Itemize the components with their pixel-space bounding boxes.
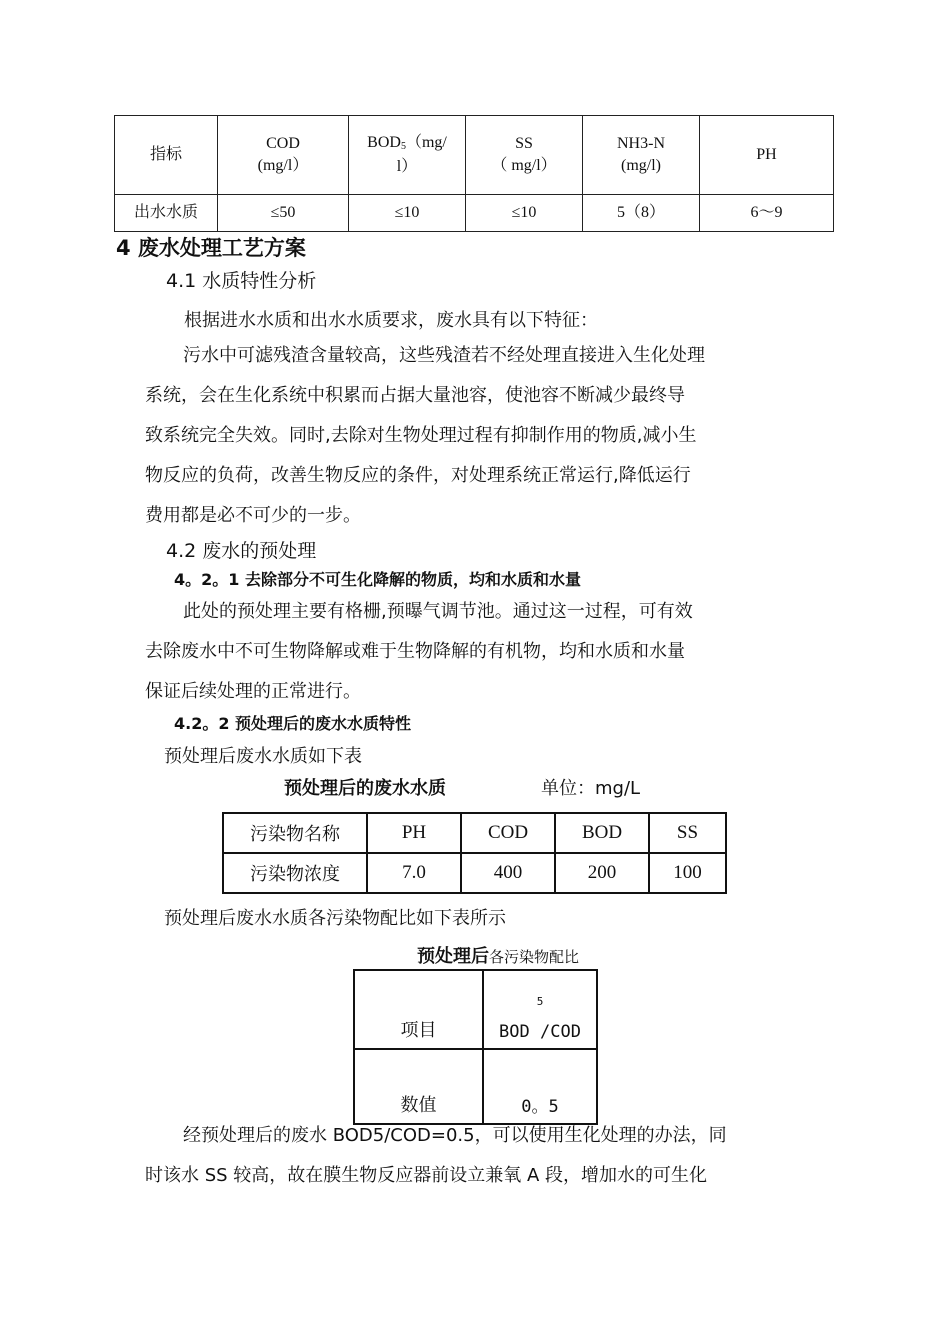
cell-ss: ≤10 [466, 195, 583, 232]
nh3n-label: NH3-N [617, 135, 665, 152]
text-line: 污水中可滤残渣含量较高，这些残渣若不经处理直接进入生化处理 [183, 345, 705, 366]
pretreated-quality-table [222, 812, 727, 894]
pollutant-ratio-table [353, 969, 598, 1125]
t3-subscript-5: 5 [536, 995, 544, 1008]
table2-unit: 单位：mg/L [541, 778, 641, 799]
bod-unit-a: （mg/ [405, 134, 447, 151]
t3-item-label: 项目 [354, 970, 483, 1049]
t2-cell-ss: 100 [649, 853, 726, 893]
t2-header-bod: BOD [555, 813, 649, 853]
header-indicator: 指标 [115, 116, 218, 195]
header-ph: PH [700, 116, 834, 195]
header-nh3n [583, 116, 700, 195]
bod-subscript: 5 [400, 141, 406, 152]
text-line: 致系统完全失效。同时,去除对生物处理过程有抑制作用的物质,减小生 [145, 425, 697, 446]
text-line: 物反应的负荷，改善生物反应的条件，对处理系统正常运行,降低运行 [145, 465, 691, 486]
table3-caption-rest: 各污染物配比 [489, 948, 580, 966]
ss-unit: （ mg/l） [491, 157, 557, 174]
text-line: 系统，会在生化系统中积累而占据大量池容，使池容不断减少最终导 [145, 385, 685, 406]
effluent-quality-table [114, 115, 834, 232]
cod-unit: (mg/l） [257, 157, 309, 174]
section-4-2-title: 4.2 废水的预处理 [166, 540, 317, 562]
cod-label: COD [266, 135, 300, 152]
nh3n-unit: (mg/l) [621, 157, 661, 174]
bod-unit-b: l） [396, 158, 418, 175]
t2-header-ss: SS [649, 813, 726, 853]
table3-caption-bold: 预处理后 [417, 946, 489, 967]
table3-caption [417, 942, 579, 968]
t2-cell-cod: 400 [461, 853, 555, 893]
ratio-intro: 预处理后废水水质各污染物配比如下表所示 [164, 908, 506, 929]
row-label: 出水水质 [115, 195, 218, 232]
cell-bod: ≤10 [349, 195, 466, 232]
t2-header-ph: PH [367, 813, 461, 853]
t3-ratio-label: BOD /COD [499, 1022, 581, 1042]
cell-nh3n: 5（8） [583, 195, 700, 232]
s422-intro: 预处理后废水水质如下表 [164, 746, 362, 767]
header-cod [218, 116, 349, 195]
cell-ph: 6～9 [700, 195, 834, 232]
section-4-2-1-title: 4。2。1 去除部分不可生化降解的物质，均和水质和水量 [174, 570, 581, 589]
final-paragraph [145, 1116, 845, 1196]
t2-cell-bod: 200 [555, 853, 649, 893]
t3-ratio-header [483, 970, 597, 1049]
text-line: 保证后续处理的正常进行。 [145, 681, 361, 702]
section-4-2-2-title: 4.2。2 预处理后的废水水质特性 [174, 714, 412, 733]
table2-caption: 预处理后的废水水质 [284, 778, 446, 799]
header-ss [466, 116, 583, 195]
text-line: 经预处理后的废水 BOD5/COD=0.5，可以使用生化处理的办法，同 [183, 1125, 727, 1146]
s41-paragraph [145, 336, 845, 536]
t2-header-name: 污染物名称 [223, 813, 367, 853]
ss-label: SS [515, 135, 533, 152]
s421-paragraph [145, 592, 845, 712]
section-4-1-title: 4.1 水质特性分析 [166, 270, 317, 292]
t2-cell-ph: 7.0 [367, 853, 461, 893]
s41-intro: 根据进水水质和出水水质要求，废水具有以下特征： [184, 310, 598, 331]
bod-label: BOD [367, 134, 401, 151]
t3-value-label: 数值 [354, 1049, 483, 1124]
section-4-title: 4 废水处理工艺方案 [116, 236, 306, 260]
text-line: 去除废水中不可生物降解或难于生物降解的有机物，均和水质和水量 [145, 641, 685, 662]
header-bod5 [349, 116, 466, 195]
t2-header-cod: COD [461, 813, 555, 853]
t2-row-label: 污染物浓度 [223, 853, 367, 893]
text-line: 时该水 SS 较高，故在膜生物反应器前设立兼氧 A 段，增加水的可生化 [145, 1165, 708, 1186]
text-line: 此处的预处理主要有格栅,预曝气调节池。通过这一过程，可有效 [183, 601, 693, 622]
cell-cod: ≤50 [218, 195, 349, 232]
text-line: 费用都是必不可少的一步。 [145, 505, 361, 526]
t3-ratio-value: 0。5 [483, 1049, 597, 1124]
